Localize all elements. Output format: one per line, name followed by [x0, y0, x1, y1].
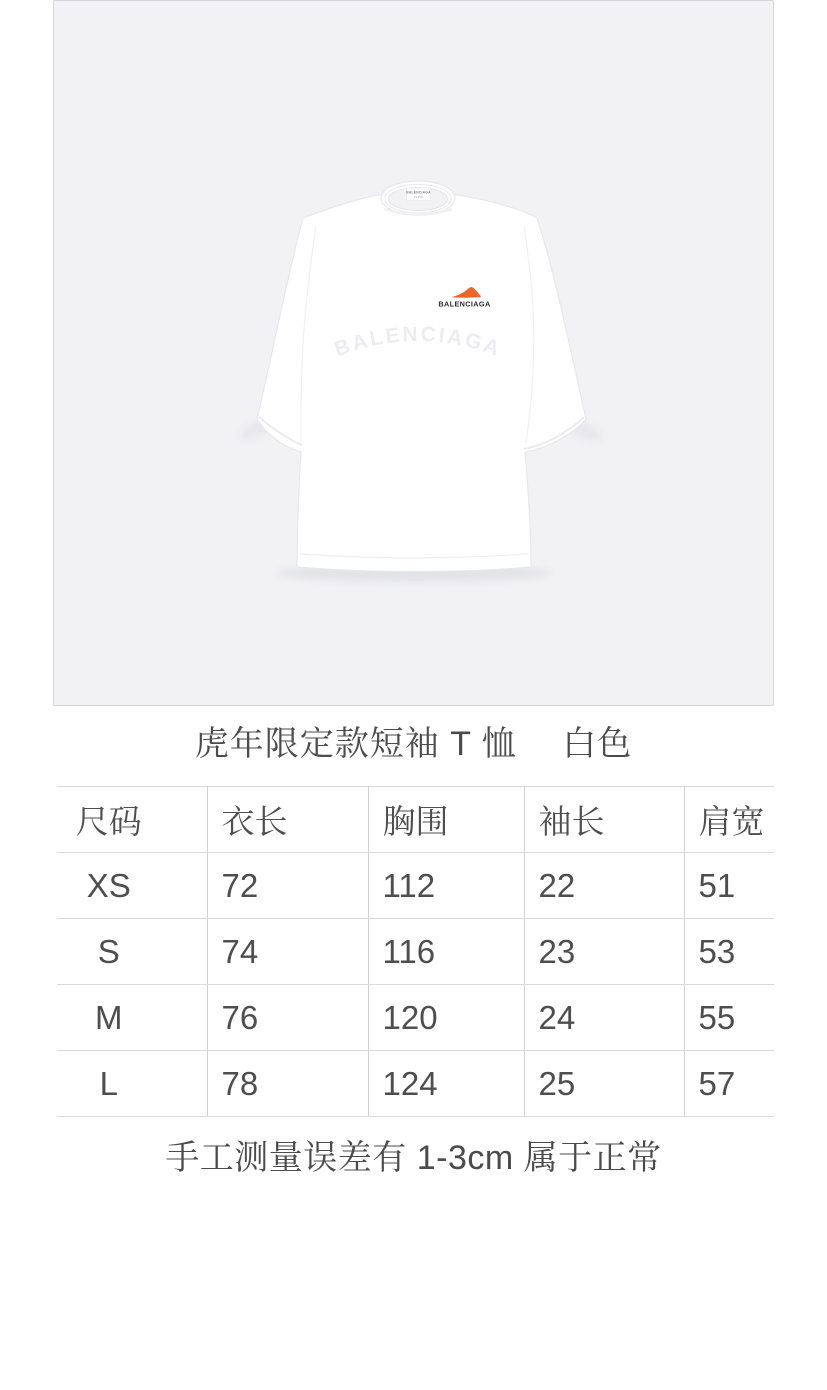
value-cell: 57 [684, 1051, 774, 1117]
col-header-sleeve: 袖长 [524, 787, 684, 853]
product-title: 虎年限定款短袖 T 恤 白色 [194, 725, 633, 763]
value-cell: 23 [524, 919, 684, 985]
value-cell: 53 [684, 919, 774, 985]
col-header-chest: 胸围 [368, 787, 524, 853]
size-cell: S [57, 919, 207, 985]
value-cell: 112 [368, 853, 524, 919]
value-cell: 76 [207, 985, 368, 1051]
value-cell: 24 [524, 985, 684, 1051]
size-cell: M [57, 985, 207, 1051]
measurement-note: 手工测量误差有 1-3cm 属于正常 [165, 1139, 662, 1177]
size-row-s [57, 919, 774, 985]
value-cell: 116 [368, 919, 524, 985]
col-header-shoulder: 肩宽 [684, 787, 774, 853]
col-header-length: 衣长 [207, 787, 368, 853]
value-cell: 51 [684, 853, 774, 919]
neck-label-city: PARIS [413, 196, 424, 199]
tshirt-body [257, 194, 586, 572]
value-cell: 78 [207, 1051, 368, 1117]
size-row-l [57, 1051, 774, 1117]
value-cell: 55 [684, 985, 774, 1051]
value-cell: 124 [368, 1051, 524, 1117]
size-table-header-row [57, 787, 774, 853]
neck-label [406, 188, 431, 201]
value-cell: 74 [207, 919, 368, 985]
size-cell: L [57, 1051, 207, 1117]
size-row-m [57, 985, 774, 1051]
tonal-chest-print: BALENCIAGA [331, 322, 505, 362]
value-cell: 72 [207, 853, 368, 919]
value-cell: 22 [524, 853, 684, 919]
size-cell: XS [57, 853, 207, 919]
size-table [57, 786, 774, 1117]
col-header-size: 尺码 [57, 787, 207, 853]
neck-label-brand: BALENCIAGA [406, 190, 431, 195]
value-cell: 25 [524, 1051, 684, 1117]
product-image [53, 0, 774, 706]
logo-wordmark: BALENCIAGA [438, 299, 491, 309]
value-cell: 120 [368, 985, 524, 1051]
tshirt-graphic [54, 1, 773, 705]
size-row-xs [57, 853, 774, 919]
